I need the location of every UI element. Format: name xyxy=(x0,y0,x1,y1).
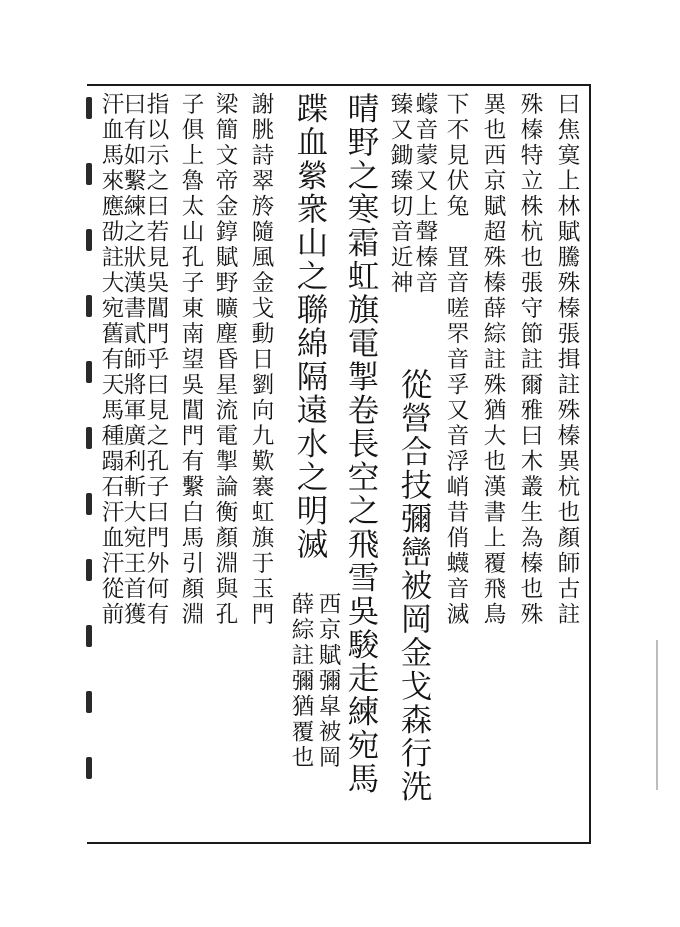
text-column-3: 異也西京賦超殊榛薛綜註殊猶大也漢書上覆飛鳥 xyxy=(480,92,506,628)
text-column-2: 殊榛特立株杭也張守節註爾雅曰木叢生為榛也殊 xyxy=(517,92,543,628)
text-column-11: 子俱上魯太山孔子東南望吳閶門有繫白馬引顏淵 xyxy=(178,92,204,628)
text-column-14: 汗血馬來應劭註大宛舊有天馬種蹋石汗血汗從前 xyxy=(98,92,124,628)
annotation-column-b: 薛綜註彌猶覆也 xyxy=(288,592,314,771)
main-text-column-1: 從營合技彌巒被岡金戈森行洗 xyxy=(396,368,432,804)
annotation-column-a: 西京賦彌皐被岡 xyxy=(315,592,341,771)
text-column-1: 曰焦寞上林賦騰殊榛張揖註殊榛異杭也顏師古註 xyxy=(554,92,580,628)
text-column-5: 蠓音蒙又上聲榛音 xyxy=(412,92,438,296)
previous-page-edge xyxy=(86,97,94,827)
text-column-12: 指以示之曰若見吳閶門乎曰見之孔子曰門外何有 xyxy=(143,92,169,628)
text-column-4: 下不見伏兔 罝音嗟罘音孚又音浮峭昔俏蠛音滅 xyxy=(443,92,469,628)
main-text-column-2: 晴野之寒霜虹旗電掣卷長空之飛雪吳駿走練宛馬 xyxy=(343,92,379,796)
text-column-6: 臻又鋤臻切音近神 xyxy=(387,92,413,296)
text-column-9: 謝朓詩翠旍隨風金戈動日劉向九歎褰虹旗于玉門 xyxy=(248,92,274,628)
text-column-10: 梁簡文帝金錞賦野曠塵昏星流電掣論衡顏淵與孔 xyxy=(212,92,238,628)
main-text-column-3: 蹀血縈衆山之聯綿隔遠水之明滅 xyxy=(292,92,328,561)
scan-edge-mark xyxy=(656,640,658,790)
text-column-13: 曰有如繫練之狀漢書貳師將軍廣利斬大宛王首獲 xyxy=(120,92,146,628)
